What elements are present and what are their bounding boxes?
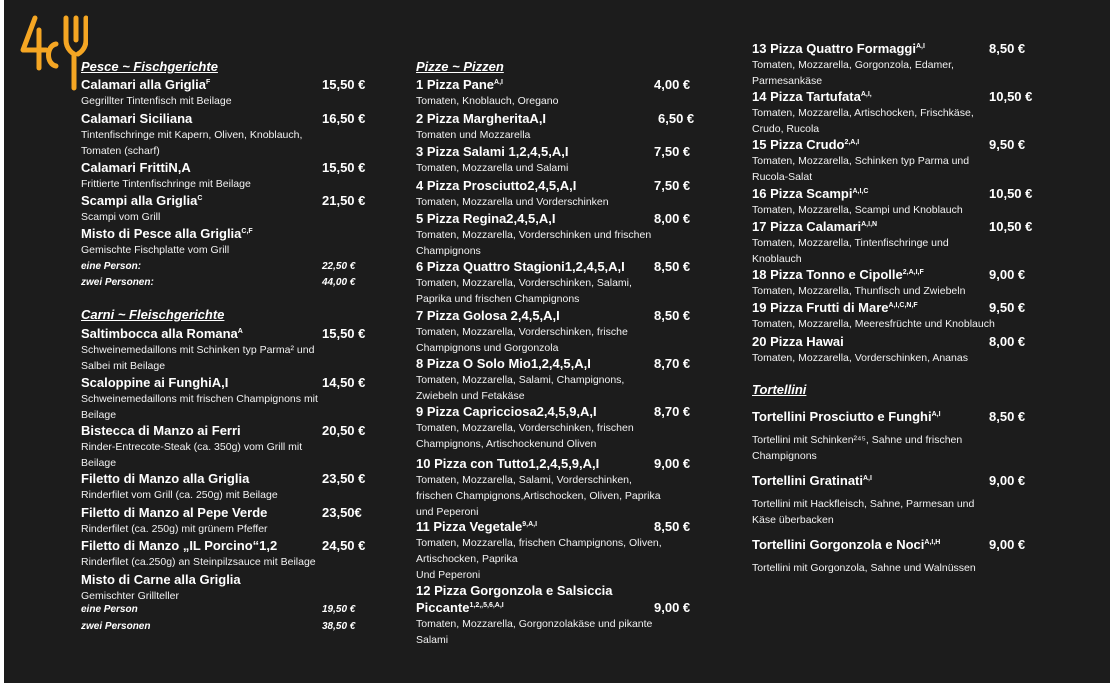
- fisch-item-name: Scampi alla Griglia$^C$: [81, 193, 203, 208]
- pizze-section-title: Pizze ~ Pizzen: [416, 59, 504, 74]
- pizza-item-name: 13 Pizza Quattro Formaggi$^{A,I}$: [752, 41, 925, 56]
- pizza-item-name: 11 Pizza Vegetale$^{9,A,I}$: [416, 519, 538, 534]
- pizza-item-description: Tomaten, Mozzarella, Salami, Vorderschinken,: [416, 474, 632, 486]
- tortellini-item-name: Tortellini Gratinati$^{A,I}$: [752, 473, 872, 488]
- tortellini-item-description: Tortellini mit Schinken²⁴⁵, Sahne und frischen: [752, 434, 963, 446]
- pizza-item-price: 10,50 €: [989, 89, 1033, 104]
- pizza-item-description: Tomaten und Mozzarella: [416, 129, 531, 141]
- tortellini-item-description: Tortellini mit Hackfleisch, Sahne, Parmesan und: [752, 498, 975, 510]
- fisch-item-description: Tintenfischringe mit Kapern, Oliven, Knoblauch,: [81, 129, 303, 141]
- pizza-item-allergens: 9,A,I: [522, 521, 538, 528]
- pizza-item-name: 20 Pizza Hawai: [752, 334, 844, 349]
- pizza-item-description: Artischocken, Paprika: [416, 553, 518, 565]
- pizza-item-price: 9,00 €: [989, 267, 1026, 282]
- fleisch-item-price: 23,50 €: [322, 471, 366, 486]
- tortellini-item-allergens: A,I,H: [924, 539, 941, 546]
- fisch-item-name: Calamari Siciliana: [81, 111, 193, 126]
- pizza-item-name: 9 Pizza Capricciosa2,4,5,9,A,I: [416, 404, 597, 419]
- tortellini-item-name: Tortellini Prosciutto e Funghi$^{A,I}$: [752, 409, 941, 424]
- pizza-item-description: frischen Champignons,Artischocken, Oliven, Paprika: [416, 490, 661, 502]
- pizza-item-allergens: A,I: [915, 43, 925, 50]
- pizza-item-price: 10,50 €: [989, 186, 1033, 201]
- pizza-item-description: Tomaten, Mozzarella, Scampi und Knoblauch: [752, 204, 963, 216]
- fleisch-item-description: Beilage: [81, 457, 117, 469]
- fleisch-item-description: Schweinemedaillons mit Schinken typ Parma² und: [81, 344, 315, 356]
- fleisch-item-price: 24,50 €: [322, 538, 366, 553]
- fisch-item-description: Frittierte Tintenfischringe mit Beilage: [81, 178, 251, 190]
- menu-board: [4, 0, 1110, 683]
- tortellini-item-price: 9,00 €: [989, 537, 1026, 552]
- fleisch-item-name: Scaloppine ai FunghiA,I: [81, 375, 229, 390]
- pizza-item-name: 8 Pizza O Solo Mio1,2,4,5,A,I: [416, 356, 591, 371]
- pizza-item-price: 8,50 €: [654, 519, 691, 534]
- pizza-item-description: Rucola-Salat: [752, 171, 813, 183]
- pizza-item-description: Zwiebeln und Fetakäse: [416, 390, 525, 402]
- pizza-item-name: 14 Pizza Tartufata$^{A,I,}$: [752, 89, 872, 104]
- pizza-item-name-cont: Piccante$^{1,2,,5,6,A,I}$: [416, 600, 504, 615]
- pizza-item-price: 8,50 €: [989, 41, 1026, 56]
- fleisch-item-name: Misto di Carne alla Griglia: [81, 572, 241, 587]
- pizza-item-description: Tomaten, Mozzarella, Gorgonzola, Edamer,: [752, 59, 954, 71]
- fleisch-option-label: eine Person: [81, 604, 138, 615]
- pizza-item-price: 10,50 €: [989, 219, 1033, 234]
- pizza-item-description: und Peperoni: [416, 506, 479, 518]
- pizza-item-name: 6 Pizza Quattro Stagioni1,2,4,5,A,I: [416, 259, 625, 274]
- pizza-item-description: Paprika und frischen Champignons: [416, 293, 580, 305]
- tortellini-item-description: Champignons: [752, 450, 817, 462]
- pizza-item-name: 19 Pizza Frutti di Mare$^{A,I,C,N,F}$: [752, 300, 918, 315]
- pizza-item-description: Tomaten, Mozzarella, frischen Champignons, Oliven,: [416, 537, 662, 549]
- fork-logo-icon: [18, 10, 88, 94]
- pizza-item-name: 10 Pizza con Tutto1,2,4,5,9,A,I: [416, 456, 600, 471]
- pizza-item-description: Champignons und Gorgonzola: [416, 342, 559, 354]
- fleisch-item-name: Saltimbocca alla Romana$^A$: [81, 326, 243, 341]
- fleisch-item-price: 14,50 €: [322, 375, 366, 390]
- fisch-section-title: Pesce ~ Fischgerichte: [81, 59, 218, 74]
- pizza-item-name: 3 Pizza Salami 1,2,4,5,A,I: [416, 144, 569, 159]
- pizza-item-description: Champignons, Artischockenund Oliven: [416, 438, 597, 450]
- fisch-option-label: eine Person:: [81, 261, 142, 272]
- fisch-item-name: Misto di Pesce alla Griglia$^{C,F}$: [81, 226, 253, 241]
- pizza-item-name: 16 Pizza Scampi$^{A,I,C}$: [752, 186, 869, 201]
- fisch-item-name: Calamari alla Griglia$^F$: [81, 77, 211, 92]
- pizza-item-description: Tomaten, Mozzarella, Vorderschinken, Salami,: [416, 277, 632, 289]
- fleisch-item-description: Rinderfilet vom Grill (ca. 250g) mit Beilage: [81, 489, 278, 501]
- pizza-item-allergens: A,I: [494, 79, 503, 86]
- pizza-item-description: Tomaten, Mozzarella, Vorderschinken, frischen: [416, 422, 634, 434]
- fleisch-item-description: Schweinemedaillons mit frischen Champignons mit: [81, 393, 318, 405]
- fleisch-item-name: Filetto di Manzo al Pepe Verde: [81, 505, 268, 520]
- fleisch-option-label: zwei Personen: [81, 621, 151, 632]
- pizza-item-description: Tomaten, Mozzarella, Vorderschinken, Ananas: [752, 352, 968, 364]
- pizza-item-name: 7 Pizza Golosa 2,4,5,A,I: [416, 308, 560, 323]
- fleisch-section-title: Carni ~ Fleischgerichte: [81, 307, 225, 322]
- pizza-item-name: 5 Pizza Regina2,4,5,A,I: [416, 211, 556, 226]
- pizza-item-description: Tomaten, Mozzarella und Vorderschinken: [416, 196, 609, 208]
- pizza-item-price: 6,50 €: [658, 111, 695, 126]
- fisch-item-price: 16,50 €: [322, 111, 366, 126]
- pizza-item-description: Tomaten, Mozzarella, Tintenfischringe und: [752, 237, 949, 249]
- pizza-item-allergens: 2,A,I,F: [902, 269, 924, 276]
- pizza-item-allergens: A,I,: [860, 91, 872, 98]
- pizza-item-name: 15 Pizza Crudo$^{2,A,I}$: [752, 137, 860, 152]
- pizza-item-allergens: 1,2,,5,6,A,I: [469, 602, 504, 609]
- fisch-item-description: Scampi vom Grill: [81, 211, 161, 223]
- pizza-item-price: 8,70 €: [654, 356, 691, 371]
- fleisch-item-description: Gemischter Grillteller: [81, 590, 180, 602]
- fisch-item-price: 15,50 €: [322, 77, 366, 92]
- fisch-item-description: Tomaten (scharf): [81, 145, 160, 157]
- fleisch-item-description: Beilage: [81, 409, 117, 421]
- fleisch-item-price: 15,50 €: [322, 326, 366, 341]
- pizza-item-description: Tomaten, Mozzarella, Meeresfrüchte und Knoblauch: [752, 318, 995, 330]
- fleisch-item-description: Salbei mit Beilage: [81, 360, 166, 372]
- pizza-item-description: Tomaten, Mozzarella, Vorderschinken, frische: [416, 326, 628, 338]
- pizza-item-price: 8,00 €: [989, 334, 1026, 349]
- pizza-item-price: 9,50 €: [989, 137, 1026, 152]
- fleisch-item-name: Filetto di Manzo alla Griglia: [81, 471, 250, 486]
- pizza-item-name: 12 Pizza Gorgonzola e Salsiccia: [416, 583, 613, 598]
- fisch-item-name: Calamari FrittiN,A: [81, 160, 191, 175]
- tortellini-item-price: 9,00 €: [989, 473, 1026, 488]
- pizza-item-name: 4 Pizza Prosciutto2,4,5,A,I: [416, 178, 577, 193]
- pizza-item-description: Tomaten, Mozzarella, Artischocken, Frischkäse,: [752, 107, 974, 119]
- pizza-item-price: 4,00 €: [654, 77, 691, 92]
- pizza-item-price: 8,50 €: [654, 308, 691, 323]
- fisch-item-allergens: C,F: [241, 228, 253, 235]
- pizza-item-allergens: A,I,N: [861, 221, 878, 228]
- tortellini-item-price: 8,50 €: [989, 409, 1026, 424]
- fleisch-item-description: Rinderfilet (ca.250g) an Steinpilzsauce mit Beilage: [81, 556, 316, 568]
- pizza-item-allergens: A,I,C,N,F: [888, 302, 918, 309]
- fleisch-option-price: 19,50 €: [322, 604, 356, 615]
- tortellini-item-name: Tortellini Gorgonzola e Noci$^{A,I,H}$: [752, 537, 941, 552]
- pizza-item-description: Und Peperoni: [416, 569, 481, 581]
- pizza-item-description: Tomaten, Mozzarella, Vorderschinken und frischen: [416, 229, 652, 241]
- pizza-item-description: Champignons: [416, 245, 481, 257]
- pizza-item-description: Tomaten, Knoblauch, Oregano: [416, 95, 559, 107]
- fleisch-item-price: 23,50€: [322, 505, 362, 520]
- fisch-item-price: 15,50 €: [322, 160, 366, 175]
- pizza-item-description: Crudo, Rucola: [752, 123, 820, 135]
- fisch-option-price: 44,00 €: [322, 277, 356, 288]
- pizza-item-allergens: A,I,C: [852, 188, 869, 195]
- fleisch-item-name: Bistecca di Manzo ai Ferri: [81, 423, 241, 438]
- pizza-item-price: 8,50 €: [654, 259, 691, 274]
- fleisch-item-name: Filetto di Manzo „IL Porcino“1,2: [81, 538, 278, 553]
- pizza-item-description: Tomaten, Mozzarella, Thunfisch und Zwiebeln: [752, 285, 966, 297]
- fisch-item-description: Gemischte Fischplatte vom Grill: [81, 244, 230, 256]
- tortellini-item-allergens: A,I: [931, 411, 941, 418]
- tortellini-section-title: Tortellini: [752, 382, 807, 397]
- pizza-item-price: 9,00 €: [654, 456, 691, 471]
- pizza-item-name: 17 Pizza Calamari$^{A,I,N}$: [752, 219, 878, 234]
- pizza-item-price: 7,50 €: [654, 144, 691, 159]
- fleisch-option-price: 38,50 €: [322, 621, 356, 632]
- pizza-item-name: 18 Pizza Tonno e Cipolle$^{2,A,I,F}$: [752, 267, 924, 282]
- fisch-item-allergens: C: [197, 195, 203, 202]
- pizza-item-price: 9,50 €: [989, 300, 1026, 315]
- fisch-item-price: 21,50 €: [322, 193, 366, 208]
- fisch-item-description: Gegrillter Tintenfisch mit Beilage: [81, 95, 232, 107]
- pizza-item-name: 2 Pizza MargheritaA,I: [416, 111, 547, 126]
- pizza-item-description: Tomaten, Mozzarella und Salami: [416, 162, 569, 174]
- tortellini-item-allergens: A,I: [863, 475, 872, 482]
- pizza-item-description: Tomaten, Mozzarella, Salami, Champignons,: [416, 374, 625, 386]
- pizza-item-price: 7,50 €: [654, 178, 691, 193]
- pizza-item-description: Parmesankäse: [752, 75, 823, 87]
- pizza-item-description: Salami: [416, 634, 449, 646]
- pizza-item-price: 8,70 €: [654, 404, 691, 419]
- pizza-item-price: 9,00 €: [654, 600, 691, 615]
- pizza-item-description: Knoblauch: [752, 253, 802, 265]
- pizza-item-allergens: 2,A,I: [844, 139, 860, 146]
- tortellini-item-description: Käse überbacken: [752, 514, 834, 526]
- pizza-item-price: 8,00 €: [654, 211, 691, 226]
- fisch-option-price: 22,50 €: [322, 261, 356, 272]
- fisch-option-label: zwei Personen:: [81, 277, 154, 288]
- fleisch-item-description: Rinderfilet (ca. 250g) mit grünem Pfeffer: [81, 523, 268, 535]
- fleisch-item-allergens: A: [237, 328, 243, 335]
- pizza-item-description: Tomaten, Mozzarella, Schinken typ Parma und: [752, 155, 970, 167]
- fleisch-item-description: Rinder-Entrecote-Steak (ca. 350g) vom Grill mit: [81, 441, 303, 453]
- pizza-item-name: 1 Pizza Pane$^{A,I}$: [416, 77, 503, 92]
- fisch-item-allergens: F: [206, 79, 211, 86]
- fleisch-item-price: 20,50 €: [322, 423, 366, 438]
- pizza-item-description: Tomaten, Mozzarella, Gorgonzolakäse und pikante: [416, 618, 653, 630]
- tortellini-item-description: Tortellini mit Gorgonzola, Sahne und Walnüssen: [752, 562, 976, 574]
